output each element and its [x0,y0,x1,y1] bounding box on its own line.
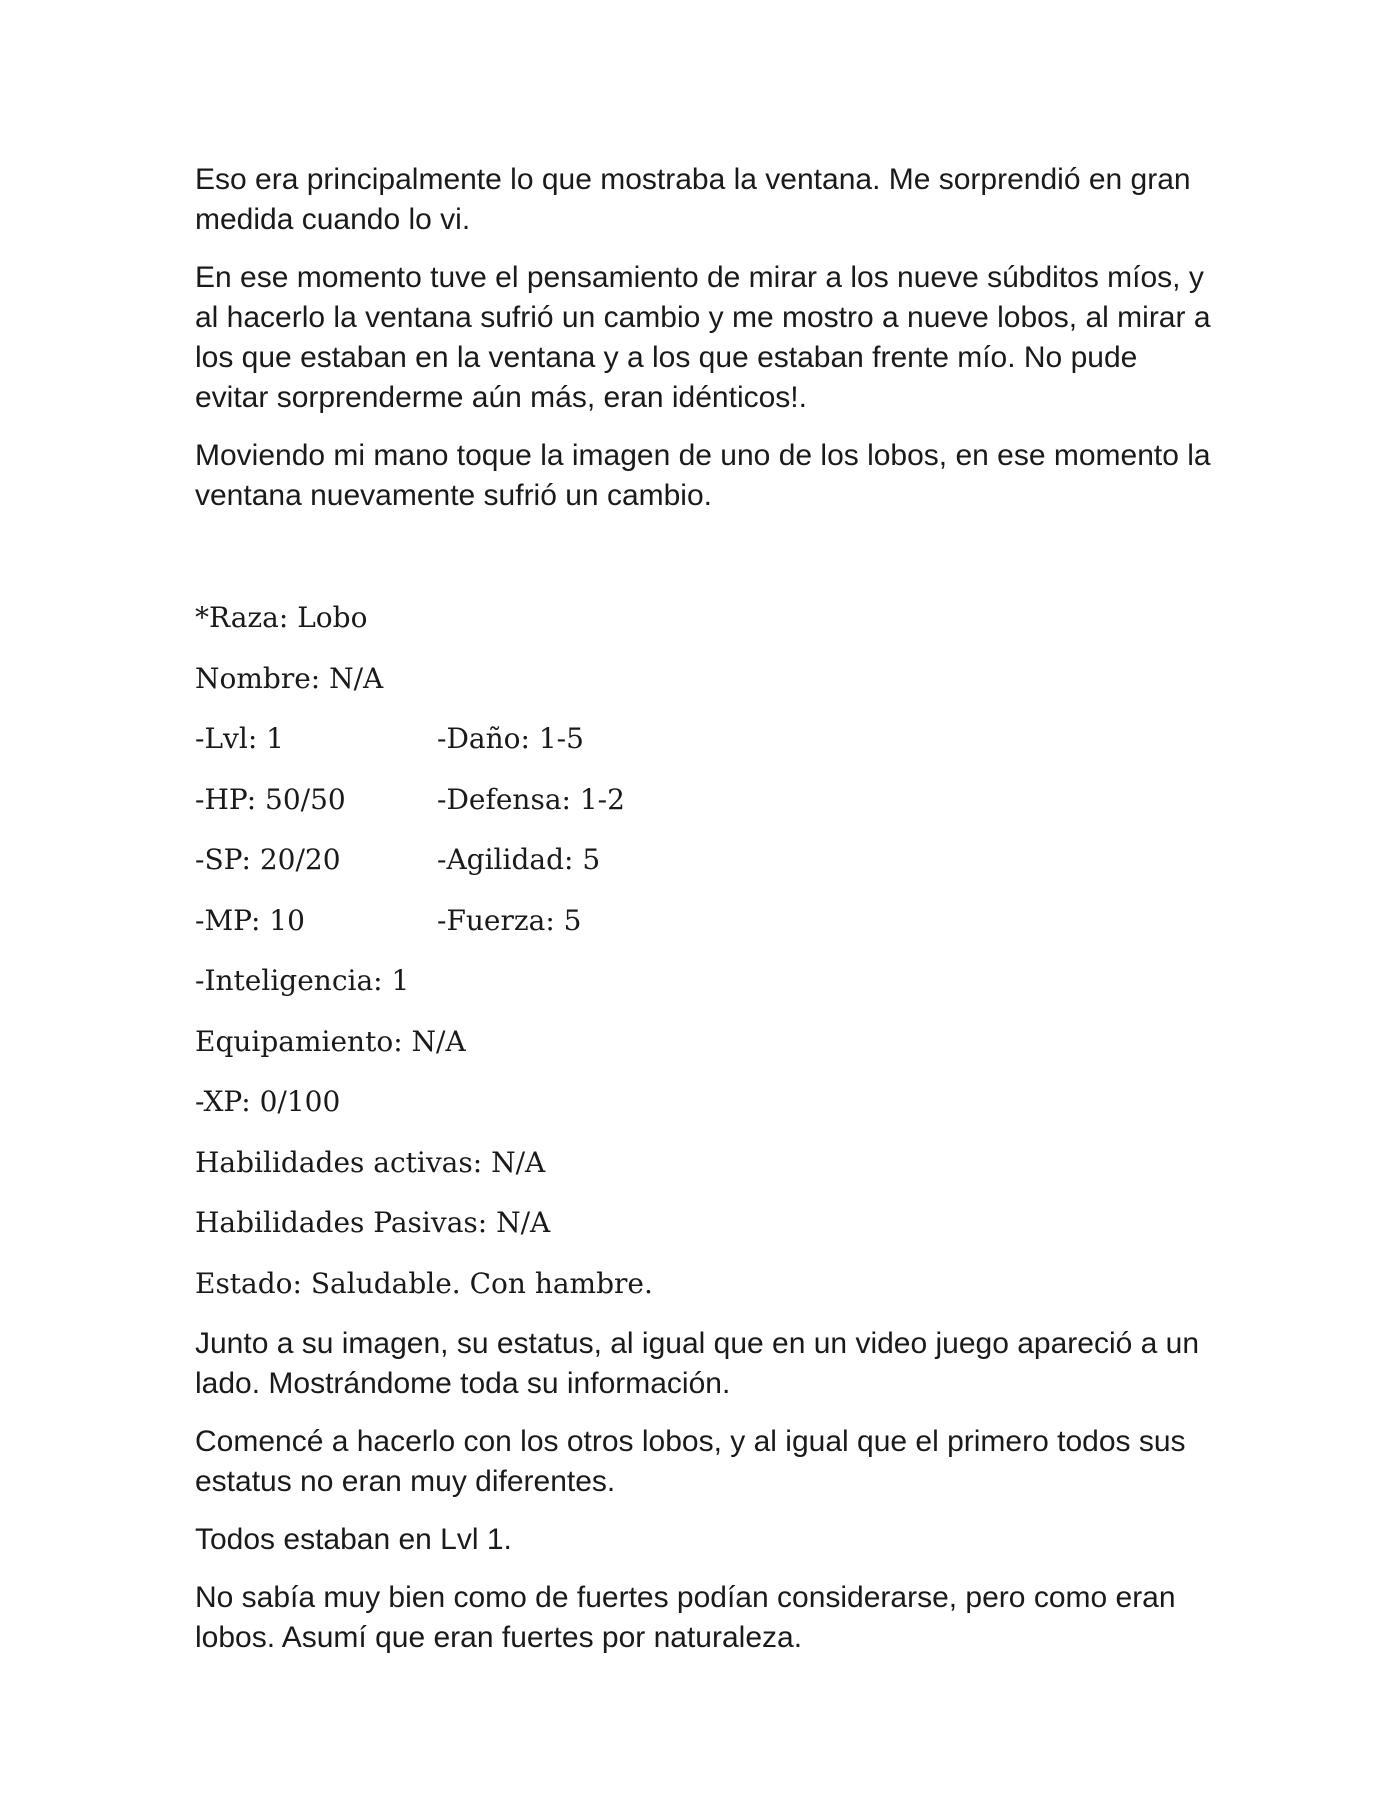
stat-habilidades-activas: Habilidades activas: N/A [195,1145,546,1179]
paragraph: Moviendo mi mano toque la imagen de uno de los lobos, en ese momento la ventana nuevamente sufrió un cambio. [195,439,1211,512]
stat-dano: -Daño: 1-5 [437,722,584,755]
stat-inteligencia: -Inteligencia: 1 [195,964,410,997]
paragraph: No sabía muy bien como de fuertes podían considerarse, pero como eran lobos. Asumí que eran fuertes por naturaleza. [195,1581,1176,1654]
page-content [195,160,1215,1676]
stat-estado: Estado: Saludable. Con hambre. [195,1266,653,1300]
stat-defensa: -Defensa: 1-2 [437,782,625,816]
stat-row [195,901,1215,941]
paragraph: En ese momento tuve el pensamiento de mirar a los nueve súbditos míos, y al hacerlo la ventana sufrió un cambio y me mostro a nueve lobos, al mirar a los que estaban en la ventana y a los que estaban frente mío. No pude evitar sorprenderme aún más, eran idénticos!. [195,261,1211,414]
stat-nombre: Nombre: N/A [195,661,384,695]
paragraph: Todos estaban en Lvl 1. [195,1523,512,1556]
stat-fuerza: -Fuerza: 5 [437,903,582,937]
stat-xp: -XP: 0/100 [195,1085,341,1118]
stat-row [195,780,1215,820]
paragraph: Junto a su imagen, su estatus, al igual que en un video juego apareció a un lado. Mostrándome toda su información. [195,1327,1200,1400]
paragraph: Comencé a hacerlo con los otros lobos, y al igual que el primero todos sus estatus no eran muy diferentes. [195,1425,1186,1498]
stat-row [195,840,1215,880]
stat-sp: -SP: 20/20 [195,843,341,876]
wolf-status-block [195,598,1215,1304]
paragraph: Eso era principalmente lo que mostraba la ventana. Me sorprendió en gran medida cuando lo vi. [195,163,1191,236]
stat-raza: *Raza: Lobo [195,601,368,634]
stat-lvl: -Lvl: 1 [195,722,284,755]
stat-hp: -HP: 50/50 [195,782,346,816]
stat-agilidad: -Agilidad: 5 [437,843,601,876]
stat-mp: -MP: 10 [195,903,305,937]
stat-habilidades-pasivas: Habilidades Pasivas: N/A [195,1206,551,1239]
stat-row [195,719,1215,759]
stat-equipamiento: Equipamiento: N/A [195,1024,466,1058]
